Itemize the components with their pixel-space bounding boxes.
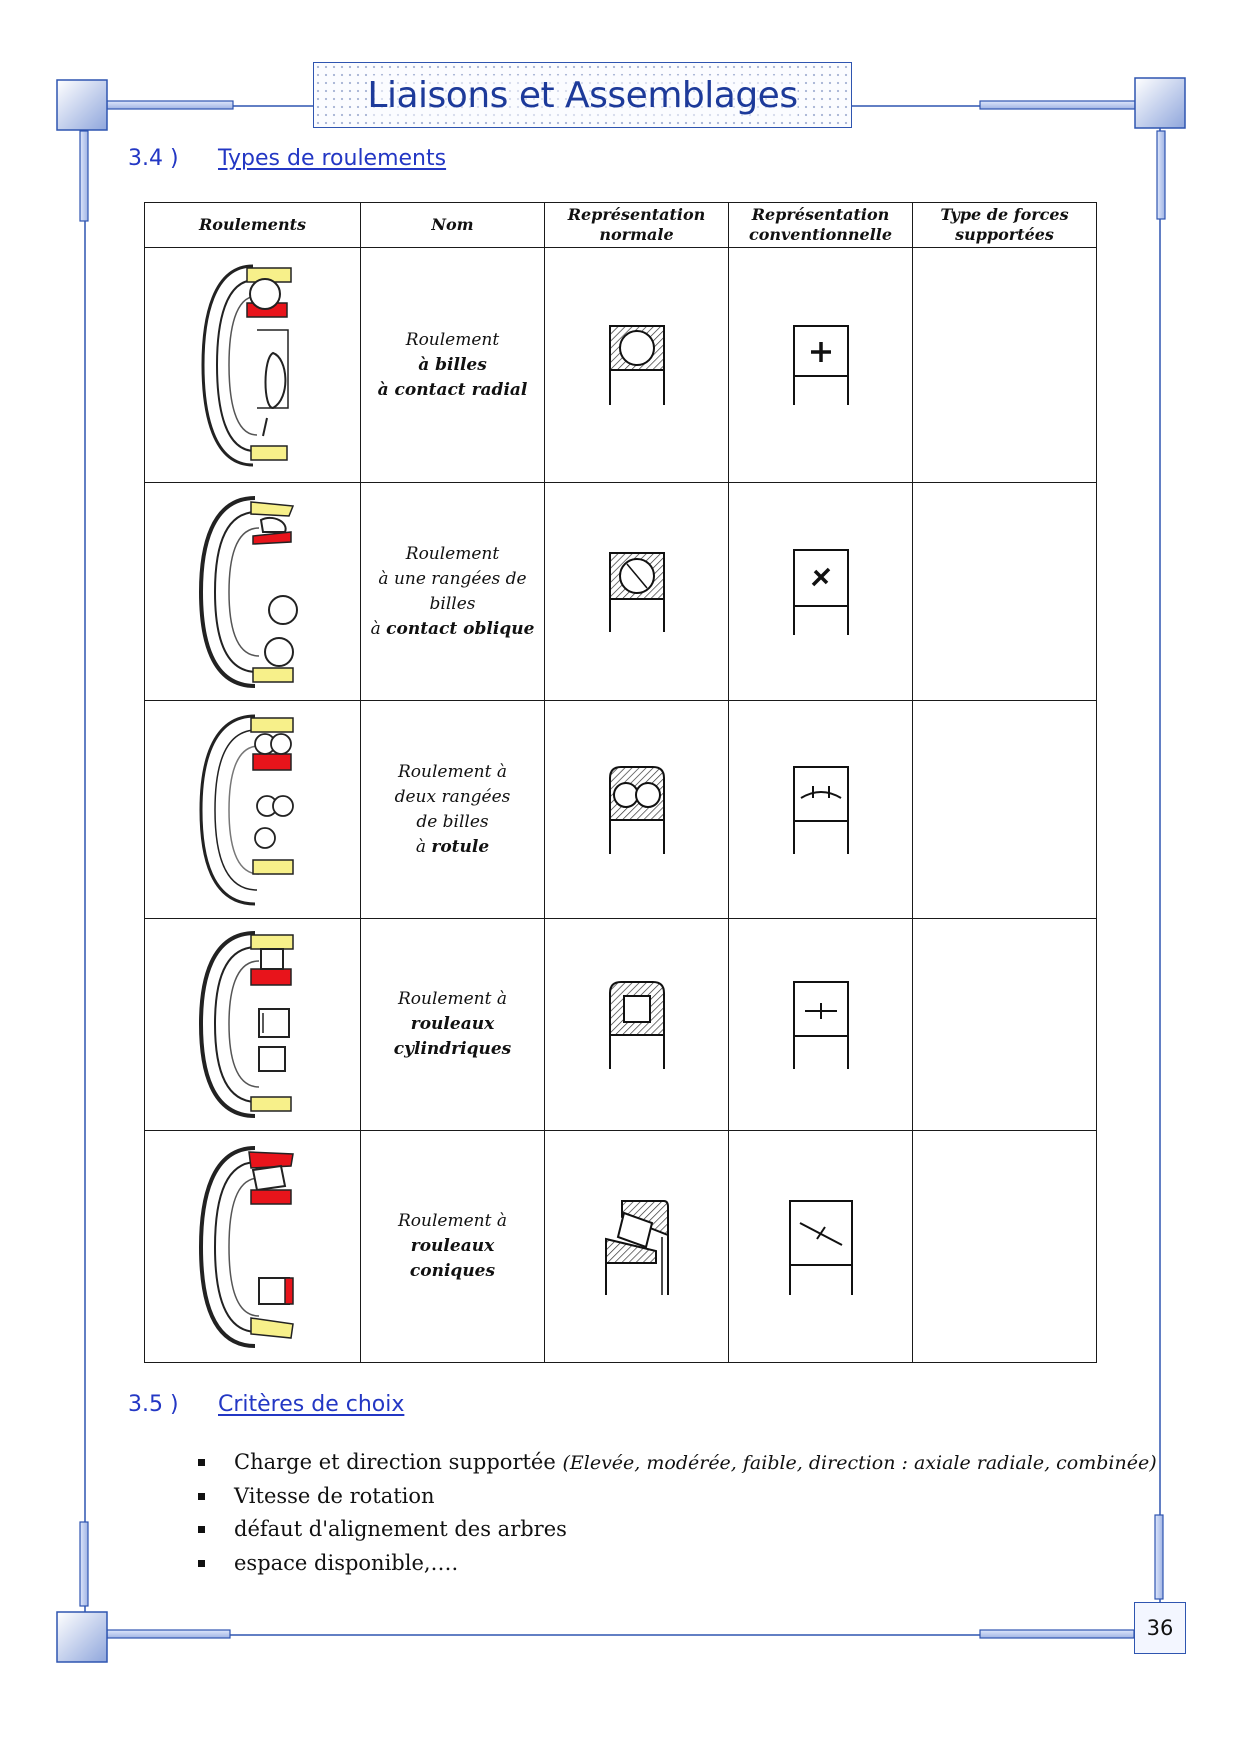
section-heading-3-5 xyxy=(128,1392,404,1417)
normal-representation-cell xyxy=(545,1131,729,1363)
bearing-illustration-cell xyxy=(145,1131,361,1363)
corner-ornament-top-right xyxy=(1135,78,1185,128)
normal-representation-cell xyxy=(545,483,729,701)
tapered-roller-bearing-illustration xyxy=(193,1142,313,1352)
conventional-representation-cell xyxy=(729,483,913,701)
bearing-name-cell: Roulement à deux rangées de billes à rotule xyxy=(361,701,545,919)
section-title: Types de roulements xyxy=(218,146,447,171)
conventional-representation-ball-radial xyxy=(791,323,851,407)
conventional-representation-self-aligning xyxy=(791,764,851,856)
section-number: 3.4 ) xyxy=(128,146,179,171)
bearing-name-cell: Roulement à rouleaux coniques xyxy=(361,1131,545,1363)
page-title: Liaisons et Assemblages xyxy=(367,74,798,116)
bearing-illustration-cell xyxy=(145,919,361,1131)
normal-representation-self-aligning xyxy=(607,764,667,856)
self-aligning-ball-bearing-illustration xyxy=(193,710,313,910)
corner-ornament-top-left xyxy=(57,80,107,130)
forces-cell xyxy=(913,1131,1097,1363)
list-item: défaut d'alignement des arbres xyxy=(196,1513,1157,1547)
table-row xyxy=(145,1131,1097,1363)
header-type-forces: Type de forces supportées xyxy=(913,203,1097,248)
conventional-representation-cell xyxy=(729,1131,913,1363)
forces-cell xyxy=(913,248,1097,483)
header-nom: Nom xyxy=(361,203,545,248)
bearing-name-cell: Roulement à billes à contact radial xyxy=(361,248,545,483)
conventional-representation-cell xyxy=(729,919,913,1131)
normal-representation-cylindrical-roller xyxy=(607,979,667,1071)
header-roulements: Roulements xyxy=(145,203,361,248)
table-row xyxy=(145,919,1097,1131)
cylindrical-roller-bearing-illustration xyxy=(193,927,313,1122)
forces-cell xyxy=(913,483,1097,701)
header-title-box xyxy=(313,62,852,128)
list-item: Vitesse de rotation xyxy=(196,1480,1157,1514)
list-item: Charge et direction supportée (Elevée, modérée, faible, direction : axiale radiale, combinée) xyxy=(196,1446,1157,1480)
table-header-row xyxy=(145,203,1097,248)
normal-representation-cell xyxy=(545,248,729,483)
normal-representation-ball-radial xyxy=(607,323,667,407)
page-number: 36 xyxy=(1134,1602,1186,1654)
conventional-representation-cylindrical-roller xyxy=(791,979,851,1071)
section-heading-3-4 xyxy=(128,146,446,171)
criteria-list xyxy=(196,1446,1157,1580)
list-item: espace disponible,…. xyxy=(196,1547,1157,1581)
forces-cell xyxy=(913,919,1097,1131)
section-number: 3.5 ) xyxy=(128,1392,179,1417)
forces-cell xyxy=(913,701,1097,919)
table-row xyxy=(145,248,1097,483)
normal-representation-angular-contact xyxy=(607,550,667,634)
header-representation-conventionnelle: Représentation conventionnelle xyxy=(729,203,913,248)
conventional-representation-cell xyxy=(729,248,913,483)
bearing-name-cell: Roulement à une rangées de billes à contact oblique xyxy=(361,483,545,701)
conventional-representation-tapered-roller xyxy=(786,1197,856,1297)
radial-ball-bearing-illustration xyxy=(193,258,313,473)
section-title: Critères de choix xyxy=(218,1392,405,1417)
normal-representation-cell xyxy=(545,919,729,1131)
conventional-representation-angular-contact xyxy=(791,547,851,637)
bearing-illustration-cell xyxy=(145,248,361,483)
normal-representation-cell xyxy=(545,701,729,919)
conventional-representation-cell xyxy=(729,701,913,919)
bearing-illustration-cell xyxy=(145,701,361,919)
bearing-types-table xyxy=(144,202,1097,1363)
normal-representation-tapered-roller xyxy=(602,1197,672,1297)
angular-contact-ball-bearing-illustration xyxy=(193,492,313,692)
bearing-name-cell: Roulement à rouleaux cylindriques xyxy=(361,919,545,1131)
table-row xyxy=(145,701,1097,919)
table-row xyxy=(145,483,1097,701)
bearing-illustration-cell xyxy=(145,483,361,701)
corner-ornament-bottom-left xyxy=(57,1612,107,1662)
header-representation-normale: Représentation normale xyxy=(545,203,729,248)
